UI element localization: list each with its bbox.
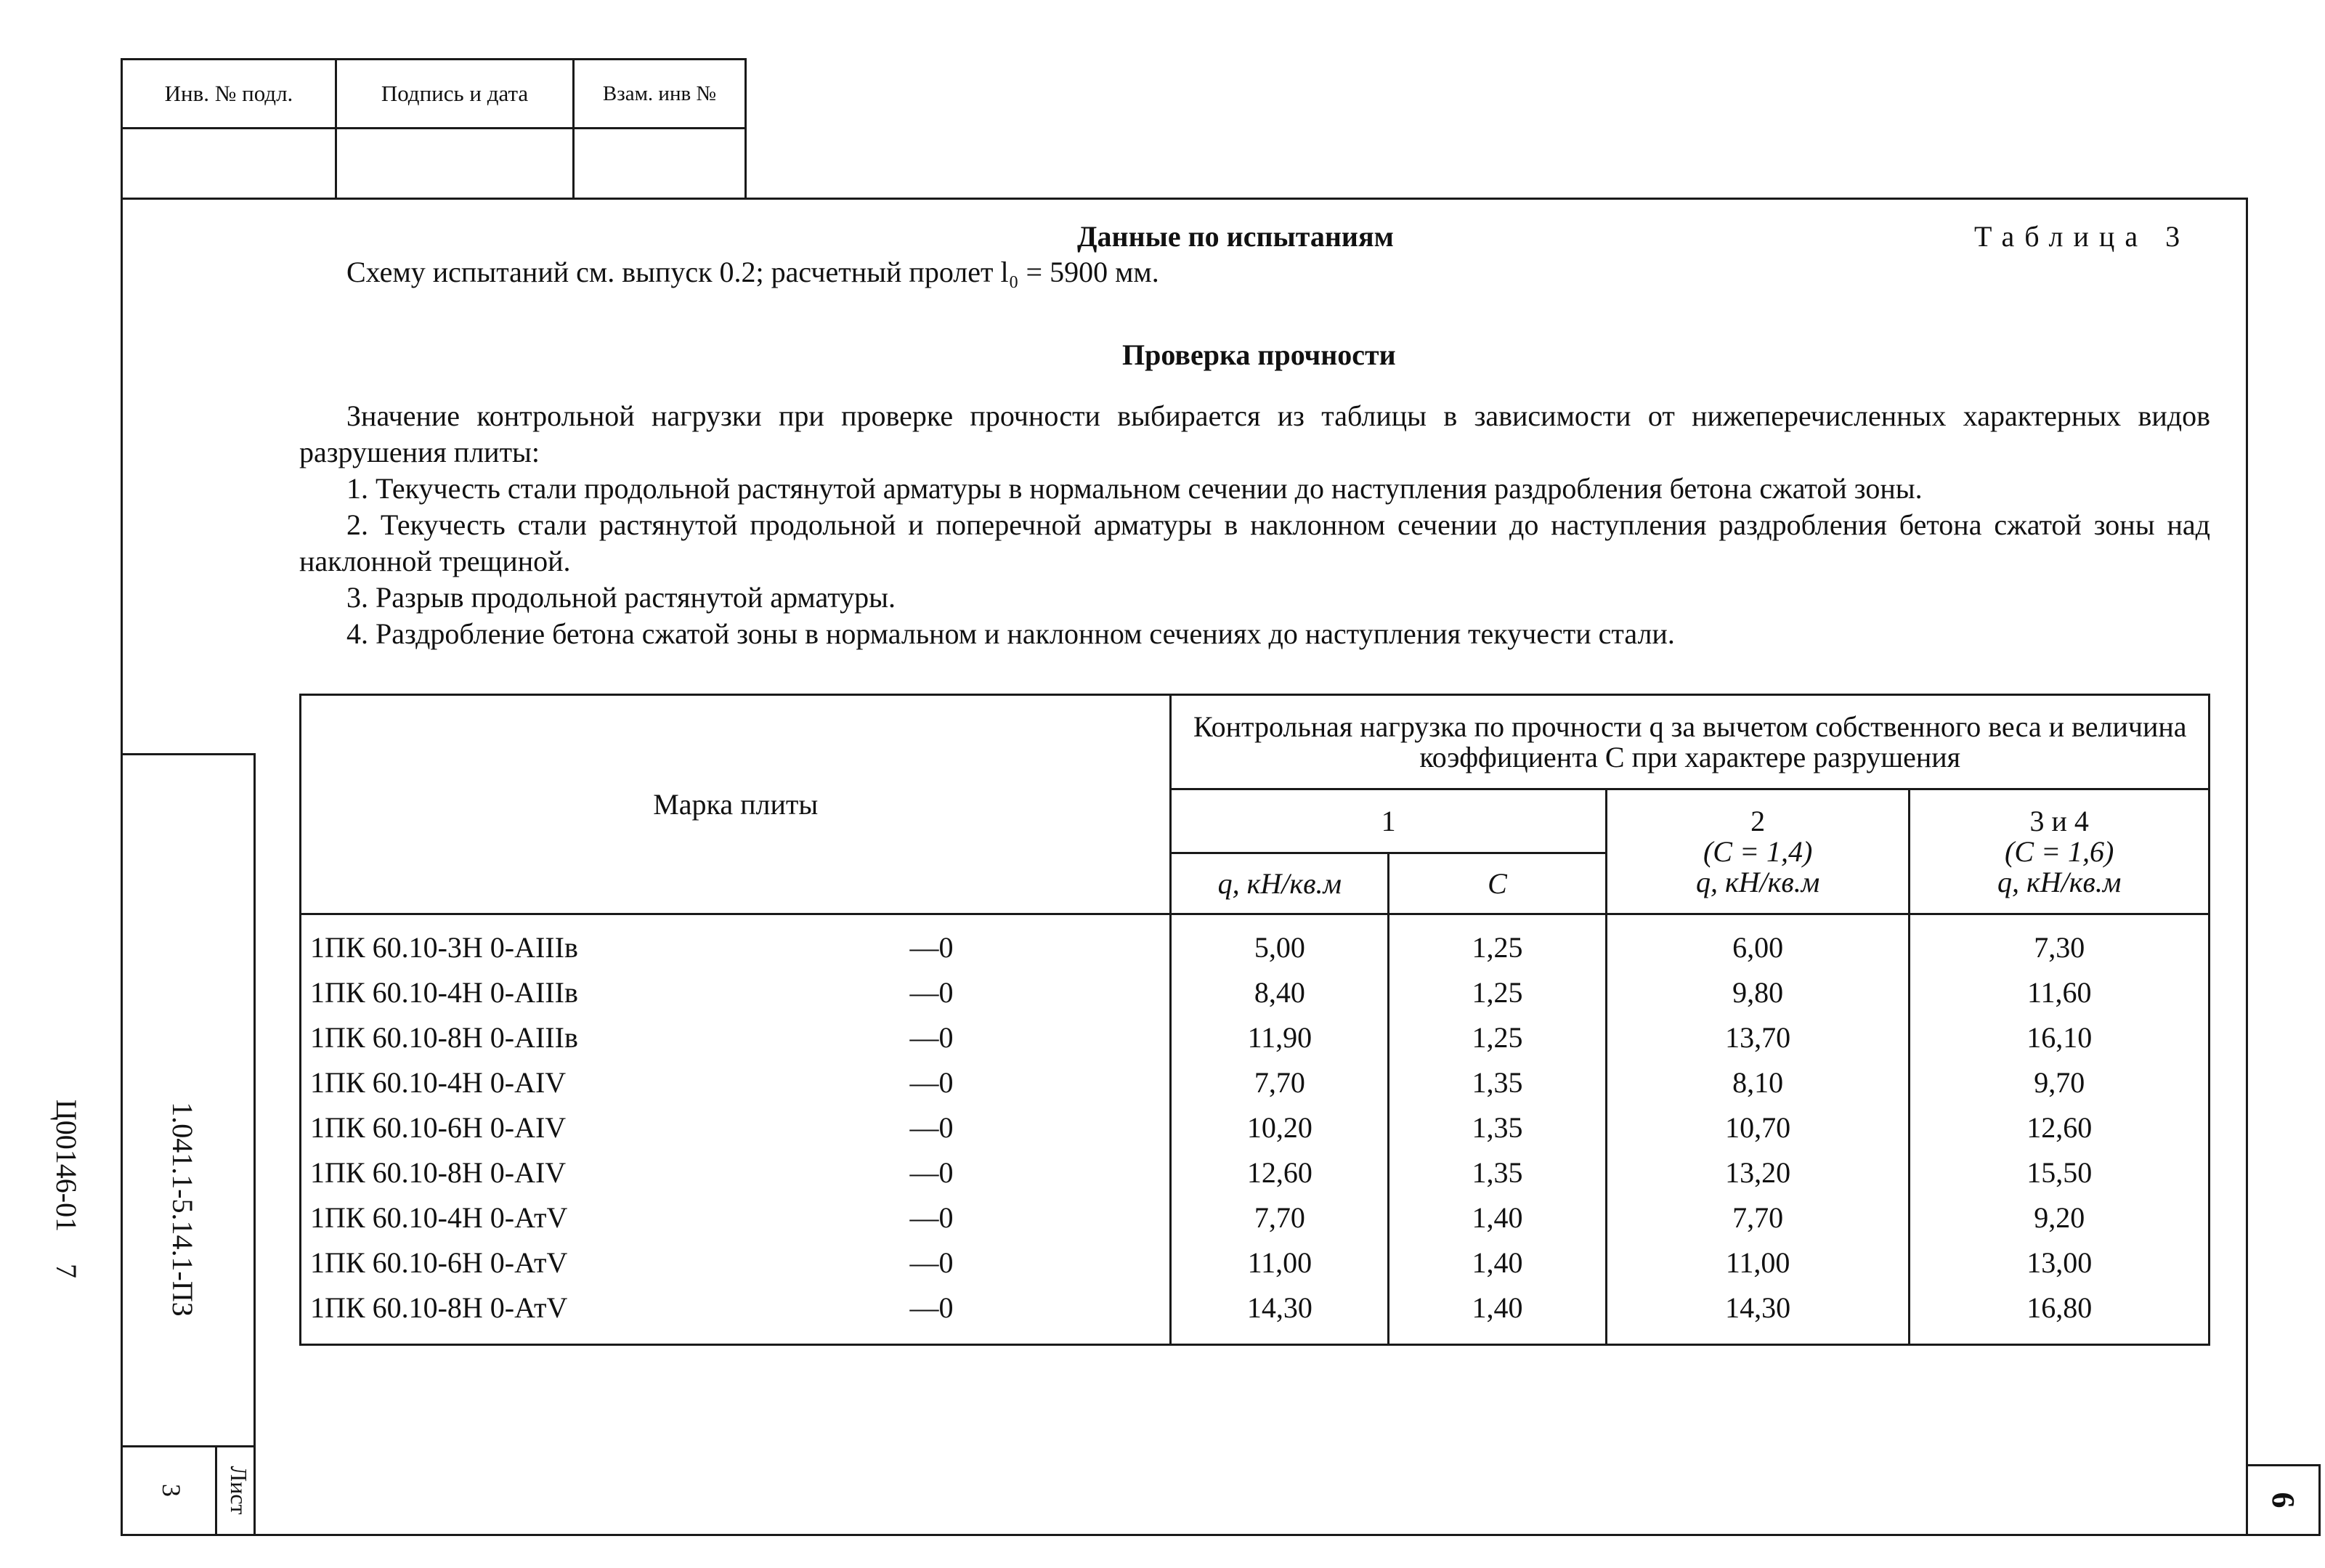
cell-q2: 13,20 <box>1606 1150 1910 1195</box>
stamp-podpis-data <box>335 58 575 129</box>
stamp-inv-podl-value <box>121 127 337 200</box>
stamp-vzam-inv-value <box>572 127 747 200</box>
header-mode-34-unit: q, кН/кв.м <box>1997 865 2122 898</box>
cell-suffix: —0 <box>909 1015 1171 1060</box>
header-mode-34-coef: (C = 1,6) <box>2005 834 2114 868</box>
cell-q1: 8,40 <box>1171 970 1389 1015</box>
header-q1-unit: q, кН/кв.м <box>1171 853 1389 914</box>
cell-q34: 16,80 <box>1910 1285 2210 1345</box>
table-row <box>301 1285 2210 1345</box>
section-item-1: 1. Текучесть стали продольной растянутой арматуры в нормальном сечении до наступления раздробления бетона сжатой зоны. <box>346 472 1923 505</box>
cell-c1: 1,25 <box>1389 970 1607 1015</box>
table-row <box>301 970 2210 1015</box>
cell-q2: 6,00 <box>1606 914 1910 971</box>
sheet-number-text: 3 <box>157 1484 186 1497</box>
frame-bottom-line <box>121 1534 2321 1536</box>
cell-suffix: —0 <box>909 1150 1171 1195</box>
page-number: 6 <box>2265 1492 2301 1508</box>
cell-q34: 9,70 <box>1910 1060 2210 1105</box>
cell-q2: 14,30 <box>1606 1285 1910 1345</box>
side-series-num-text: 7 <box>50 1264 83 1278</box>
cell-suffix: —0 <box>909 970 1171 1015</box>
cell-q34: 13,00 <box>1910 1240 2210 1285</box>
cell-suffix: —0 <box>909 1240 1171 1285</box>
stamp-podpis-data-value <box>335 127 575 200</box>
cell-q1: 14,30 <box>1171 1285 1389 1345</box>
cell-q2: 9,80 <box>1606 970 1910 1015</box>
header-mode-2-num: 2 <box>1750 804 1766 837</box>
cell-mark: 1ПК 60.10-8Н 0-АIIIв <box>301 1015 910 1060</box>
cell-q34: 9,20 <box>1910 1195 2210 1240</box>
cell-q34: 12,60 <box>1910 1105 2210 1150</box>
cell-suffix: —0 <box>909 1285 1171 1345</box>
cell-c1: 1,25 <box>1389 914 1607 971</box>
header-mode-2-coef: (C = 1,4) <box>1703 834 1813 868</box>
cell-q2: 13,70 <box>1606 1015 1910 1060</box>
cell-c1: 1,40 <box>1389 1285 1607 1345</box>
header-mode-1: 1 <box>1171 789 1606 853</box>
side-doc-code <box>163 991 200 1427</box>
cell-mark: 1ПК 60.10-3Н 0-АIIIв <box>301 914 910 971</box>
section-item-3: 3. Разрыв продольной растянутой арматуры. <box>346 581 896 614</box>
section-item-2: 2. Текучесть стали растянутой продольной и поперечной арматуры в наклонном сечении до наступления раздробления бетона сжатой зоны над наклонной трещиной. <box>299 508 2210 577</box>
page-number-box <box>2246 1464 2321 1536</box>
cell-q1: 7,70 <box>1171 1060 1389 1105</box>
cell-mark: 1ПК 60.10-4Н 0-АIV <box>301 1060 910 1105</box>
cell-q2: 7,70 <box>1606 1195 1910 1240</box>
cell-q1: 12,60 <box>1171 1150 1389 1195</box>
frame-right-line <box>2246 198 2248 1536</box>
table-row <box>301 914 2210 971</box>
frame-left-line <box>121 198 123 1536</box>
cell-q1: 7,70 <box>1171 1195 1389 1240</box>
table-row <box>301 1150 2210 1195</box>
cell-q2: 10,70 <box>1606 1105 1910 1150</box>
table-label: Таблица 3 <box>1974 220 2191 253</box>
cell-q1: 11,90 <box>1171 1015 1389 1060</box>
section-item-4: 4. Раздробление бетона сжатой зоны в нормальном и наклонном сечениях до наступления текучести стали. <box>346 617 1675 650</box>
section-intro: Значение контрольной нагрузки при проверке прочности выбирается из таблицы в зависимости от нижеперечисленных характерных видов разрушения плиты: <box>299 399 2210 468</box>
header-mark: Марка плиты <box>301 695 1171 914</box>
table-row <box>301 1105 2210 1150</box>
stamp-vzam-inv <box>572 58 747 129</box>
stamp-podpis-data-label: Подпись и дата <box>381 81 529 106</box>
cell-q1: 10,20 <box>1171 1105 1389 1150</box>
sheet-number <box>155 1461 187 1519</box>
side-doc-code-text: 1.041.1-5.14.1-ПЗ <box>166 1102 199 1317</box>
sheet-label-text: Лист <box>226 1466 252 1515</box>
sheet-box-top-line <box>121 1445 256 1447</box>
cell-c1: 1,25 <box>1389 1015 1607 1060</box>
stamp-inv-podl-label: Инв. № подл. <box>164 81 293 106</box>
cell-mark: 1ПК 60.10-8Н 0-АIV <box>301 1150 910 1195</box>
cell-q34: 11,60 <box>1910 970 2210 1015</box>
cell-c1: 1,35 <box>1389 1105 1607 1150</box>
scheme-note: Схему испытаний см. выпуск 0.2; расчетный пролет l₀ = 5900 мм. <box>346 256 1159 288</box>
cell-mark: 1ПК 60.10-4Н 0-АтV <box>301 1195 910 1240</box>
stamp-vzam-inv-label: Взам. инв № <box>602 81 717 105</box>
cell-mark: 1ПК 60.10-6Н 0-АIV <box>301 1105 910 1150</box>
header-load-group: Контрольная нагрузка по прочности q за вычетом собственного веса и величина коэффициента C при характере разрушения <box>1171 695 2210 789</box>
cell-q2: 11,00 <box>1606 1240 1910 1285</box>
cell-c1: 1,35 <box>1389 1150 1607 1195</box>
cell-q1: 5,00 <box>1171 914 1389 971</box>
cell-mark: 1ПК 60.10-8Н 0-АтV <box>301 1285 910 1345</box>
sheet-label <box>220 1450 252 1530</box>
cell-q2: 8,10 <box>1606 1060 1910 1105</box>
page-title: Данные по испытаниям <box>1077 220 1394 253</box>
cell-c1: 1,40 <box>1389 1195 1607 1240</box>
cell-mark: 1ПК 60.10-6Н 0-АтV <box>301 1240 910 1285</box>
cell-c1: 1,35 <box>1389 1060 1607 1105</box>
table-row <box>301 1015 2210 1060</box>
cell-mark: 1ПК 60.10-4Н 0-АIIIв <box>301 970 910 1015</box>
strength-test-table <box>299 694 2210 1346</box>
header-mode-2 <box>1606 789 1910 914</box>
table-row <box>301 1195 2210 1240</box>
cell-q34: 16,10 <box>1910 1015 2210 1060</box>
side-column-top-line <box>121 753 256 755</box>
cell-q34: 7,30 <box>1910 914 2210 971</box>
header-mode-34 <box>1910 789 2210 914</box>
side-series-code-text: Ц00146-01 <box>50 1099 83 1232</box>
table-row <box>301 1240 2210 1285</box>
header-mode-34-num: 3 и 4 <box>2029 804 2089 837</box>
header-mode-2-unit: q, кН/кв.м <box>1695 865 1820 898</box>
cell-q1: 11,00 <box>1171 1240 1389 1285</box>
frame-top-line <box>121 198 2248 200</box>
sheet-box-divider <box>215 1445 217 1536</box>
side-series-num <box>47 1235 84 1307</box>
cell-suffix: —0 <box>909 1195 1171 1240</box>
section-title: Проверка прочности <box>1122 338 1396 371</box>
cell-c1: 1,40 <box>1389 1240 1607 1285</box>
stamp-inv-podl <box>121 58 337 129</box>
side-column-right-line <box>253 753 256 1536</box>
header-c1-unit: C <box>1389 853 1607 914</box>
cell-q34: 15,50 <box>1910 1150 2210 1195</box>
cell-suffix: —0 <box>909 1060 1171 1105</box>
cell-suffix: —0 <box>909 1105 1171 1150</box>
table-row <box>301 1060 2210 1105</box>
cell-suffix: —0 <box>909 914 1171 971</box>
